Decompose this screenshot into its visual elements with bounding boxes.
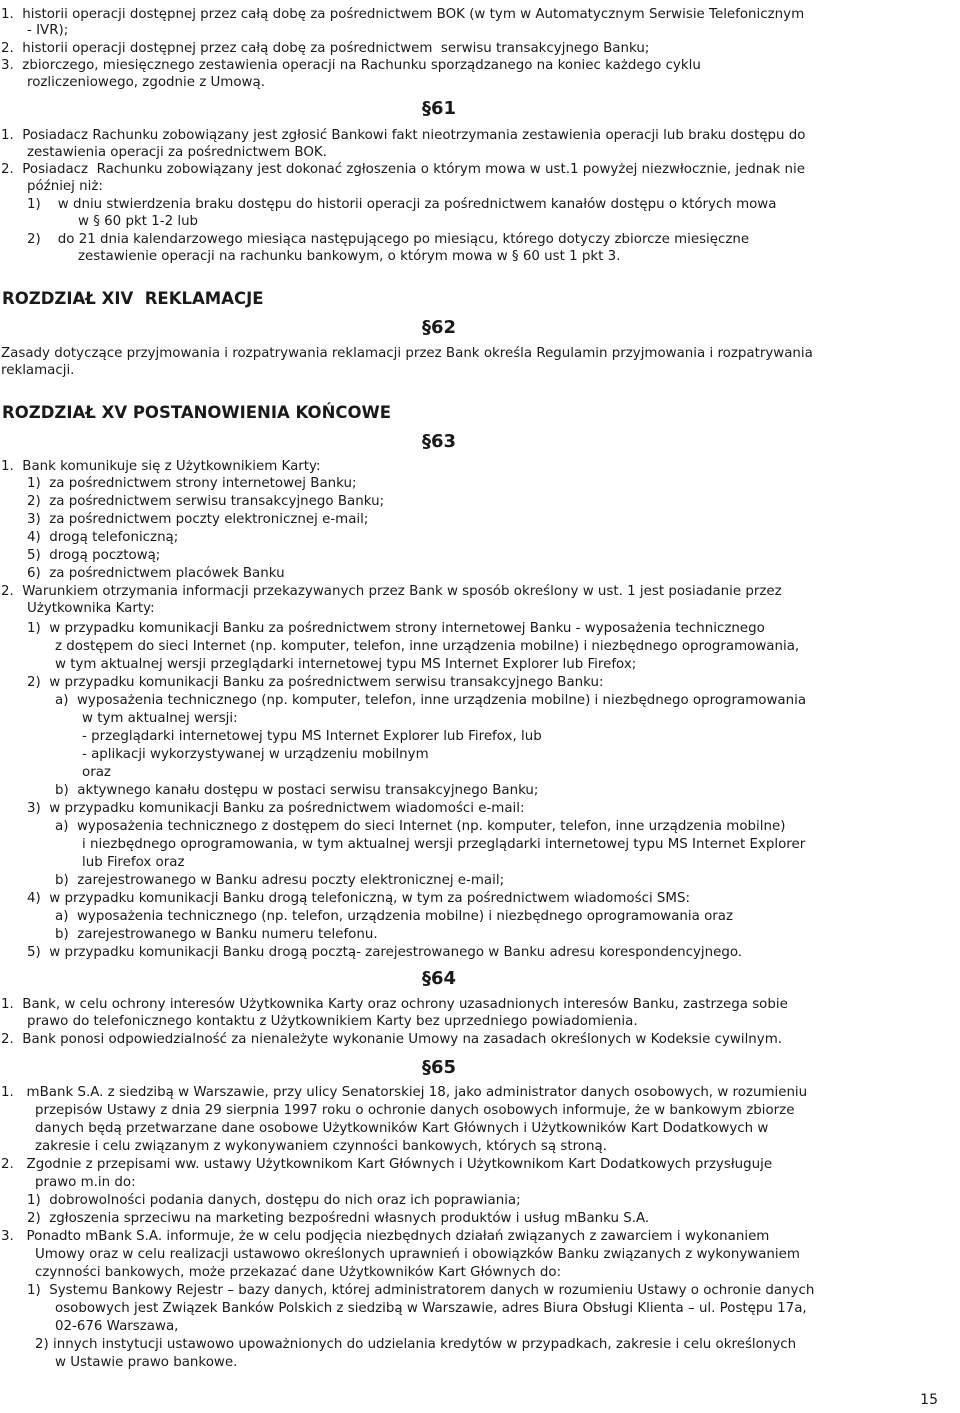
text-line: Użytkownika Karty: [27, 601, 155, 616]
text-line: 1. Bank, w celu ochrony interesów Użytkownika Karty oraz ochrony uzasadnionych interesów Banku, zastrzega sobie [1, 997, 788, 1012]
text-line: w tym aktualnej wersji przeglądarki internetowej typu MS Internet Explorer lub Firefox; [55, 657, 637, 672]
text-line: 1. historii operacji dostępnej przez całą dobę za pośrednictwem BOK (w tym w Automatycznym Serwisie Telefonicznym [1, 7, 805, 22]
text-line: oraz [82, 765, 111, 780]
section-number: §62 [422, 317, 457, 338]
text-line: zestawienia operacji za pośrednictwem BOK. [27, 145, 327, 160]
text-line: 4) drogą telefoniczną; [27, 530, 179, 545]
text-line: 3) za pośrednictwem poczty elektronicznej e-mail; [27, 512, 369, 527]
text-line: 1) dobrowolności podania danych, dostępu do nich oraz ich poprawiania; [27, 1193, 521, 1208]
text-line: 4) w przypadku komunikacji Banku drogą telefoniczną, w tym za pośrednictwem wiadomości SMS: [27, 891, 690, 906]
text-line: 5) drogą pocztową; [27, 548, 161, 563]
text-line: w tym aktualnej wersji: [82, 711, 238, 726]
text-line: w Ustawie prawo bankowe. [55, 1355, 238, 1370]
text-line: a) wyposażenia technicznego (np. komputer, telefon, inne urządzenia mobilne) i niezbędnego oprogramowania [55, 693, 807, 708]
text-line: 1. mBank S.A. z siedzibą w Warszawie, przy ulicy Senatorskiej 18, jako administrator danych osobowych, w rozumieniu [1, 1085, 808, 1100]
text-line: zakresie i celu związanym z wykonywaniem czynności bankowych, których są stroną. [35, 1139, 607, 1154]
section-number: §64 [422, 968, 457, 989]
text-line: 5) w przypadku komunikacji Banku drogą pocztą- zarejestrowanego w Banku adresu korespondencyjnego. [27, 945, 743, 960]
page-number: 15 [920, 1392, 938, 1408]
text-line: 2. Warunkiem otrzymania informacji przekazywanych przez Bank w sposób określony w ust. 1 jest posiadanie przez [1, 584, 782, 599]
text-line: 2) w przypadku komunikacji Banku za pośrednictwem serwisu transakcyjnego Banku: [27, 675, 604, 690]
text-line: Umowy oraz w celu realizacji ustawowo określonych uprawnień i obowiązków Banku związanych z wykonywaniem [35, 1247, 800, 1262]
text-line: b) zarejestrowanego w Banku numeru telefonu. [55, 927, 378, 942]
text-line: - aplikacji wykorzystywanej w urządzeniu mobilnym [82, 747, 429, 762]
text-line: b) zarejestrowanego w Banku adresu poczty elektronicznej e-mail; [55, 873, 505, 888]
text-line: reklamacji. [1, 363, 75, 378]
text-line: 3) w przypadku komunikacji Banku za pośrednictwem wiadomości e-mail: [27, 801, 525, 816]
text-line: 1. Bank komunikuje się z Użytkownikiem Karty: [1, 459, 321, 474]
text-line: - przeglądarki internetowej typu MS Internet Explorer lub Firefox, lub [82, 729, 542, 744]
text-line: 2) innych instytucji ustawowo upoważnionych do udzielania kredytów w przypadkach, zakresie i celu określonych [35, 1337, 797, 1352]
section-number: §61 [422, 98, 457, 119]
text-line: 3. zbiorczego, miesięcznego zestawienia operacji na Rachunku sporządzanego na koniec każdego cyklu [1, 58, 701, 73]
text-line: 2. historii operacji dostępnej przez całą dobę za pośrednictwem serwisu transakcyjnego Banku; [1, 41, 650, 56]
text-line: 1) za pośrednictwem strony internetowej Banku; [27, 476, 357, 491]
text-line: 3. Ponadto mBank S.A. informuje, że w celu podjęcia niezbędnych działań związanych z zawarciem i wykonaniem [1, 1229, 770, 1244]
text-line: 2. Zgodnie z przepisami ww. ustawy Użytkownikom Kart Głównych i Użytkownikom Kart Dodatkowych przysługuje [1, 1157, 773, 1172]
text-line: czynności bankowych, może przekazać dane Użytkowników Kart Głównych do: [35, 1265, 562, 1280]
section-number: §63 [422, 431, 457, 452]
text-line: lub Firefox oraz [82, 855, 185, 870]
text-line: - IVR); [27, 23, 69, 38]
text-line: prawo m.in do: [35, 1175, 136, 1190]
chapter-heading: ROZDZIAŁ XV POSTANOWIENIA KOŃCOWE [2, 403, 391, 422]
chapter-heading: ROZDZIAŁ XIV REKLAMACJE [2, 289, 264, 308]
text-line: b) aktywnego kanału dostępu w postaci serwisu transakcyjnego Banku; [55, 783, 539, 798]
text-line: 2) za pośrednictwem serwisu transakcyjnego Banku; [27, 494, 385, 509]
text-line: prawo do telefonicznego kontaktu z Użytkownikiem Karty bez uprzedniego powiadomienia. [27, 1014, 638, 1029]
text-line: a) wyposażenia technicznego z dostępem do sieci Internet (np. komputer, telefon, inne urządzenia mobilne) [55, 819, 786, 834]
text-line: później niż: [27, 179, 103, 194]
text-line: zestawienie operacji na rachunku bankowym, o którym mowa w § 60 ust 1 pkt 3. [78, 249, 621, 264]
text-line: 2. Bank ponosi odpowiedzialność za nienależyte wykonanie Umowy na zasadach określonych w Kodeksie cywilnym. [1, 1032, 783, 1047]
text-line: 1. Posiadacz Rachunku zobowiązany jest zgłosić Bankowi fakt nieotrzymania zestawienia operacji lub braku dostępu do [1, 128, 806, 143]
text-line: osobowych jest Związek Banków Polskich z siedzibą w Warszawie, adres Biura Obsługi Klienta – ul. Postępu 17a, [55, 1301, 807, 1316]
text-line: 1) w przypadku komunikacji Banku za pośrednictwem strony internetowej Banku - wyposażenia technicznego [27, 621, 765, 636]
text-line: danych będą przetwarzane dane osobowe Użytkowników Kart Głównych i Użytkowników Kart Dodatkowych w [35, 1121, 769, 1136]
text-line: 1) w dniu stwierdzenia braku dostępu do historii operacji za pośrednictwem kanałów dostępu o których mowa [27, 197, 777, 212]
text-line: 2) zgłoszenia sprzeciwu na marketing bezpośredni własnych produktów i usług mBanku S.A. [27, 1211, 650, 1226]
text-line: rozliczeniowego, zgodnie z Umową. [27, 75, 265, 90]
text-line: 1) Systemu Bankowy Rejestr – bazy danych, której administratorem danych w rozumieniu Ustawy o ochronie danych [27, 1283, 815, 1298]
text-line: a) wyposażenia technicznego (np. telefon, urządzenia mobilne) i niezbędnego oprogramowania oraz [55, 909, 734, 924]
text-line: 2. Posiadacz Rachunku zobowiązany jest dokonać zgłoszenia o którym mowa w ust.1 powyżej niezwłocznie, jednak nie [1, 162, 805, 177]
text-line: z dostępem do sieci Internet (np. komputer, telefon, inne urządzenia mobilne) i niezbędnego oprogramowania, [55, 639, 800, 654]
text-line: przepisów Ustawy z dnia 29 sierpnia 1997 roku o ochronie danych osobowych informuje, że w bankowym zbiorze [35, 1103, 795, 1118]
text-line: 02-676 Warszawa, [55, 1319, 179, 1334]
text-line: 2) do 21 dnia kalendarzowego miesiąca następującego po miesiącu, którego dotyczy zbiorcze miesięczne [27, 232, 750, 247]
text-line: 6) za pośrednictwem placówek Banku [27, 566, 285, 581]
text-line: w § 60 pkt 1-2 lub [78, 214, 199, 229]
text-line: i niezbędnego oprogramowania, w tym aktualnej wersji przeglądarki internetowej typu MS Internet Explorer [82, 837, 806, 852]
text-line: Zasady dotyczące przyjmowania i rozpatrywania reklamacji przez Bank określa Regulamin przyjmowania i rozpatrywania [1, 346, 813, 361]
section-number: §65 [422, 1057, 457, 1078]
